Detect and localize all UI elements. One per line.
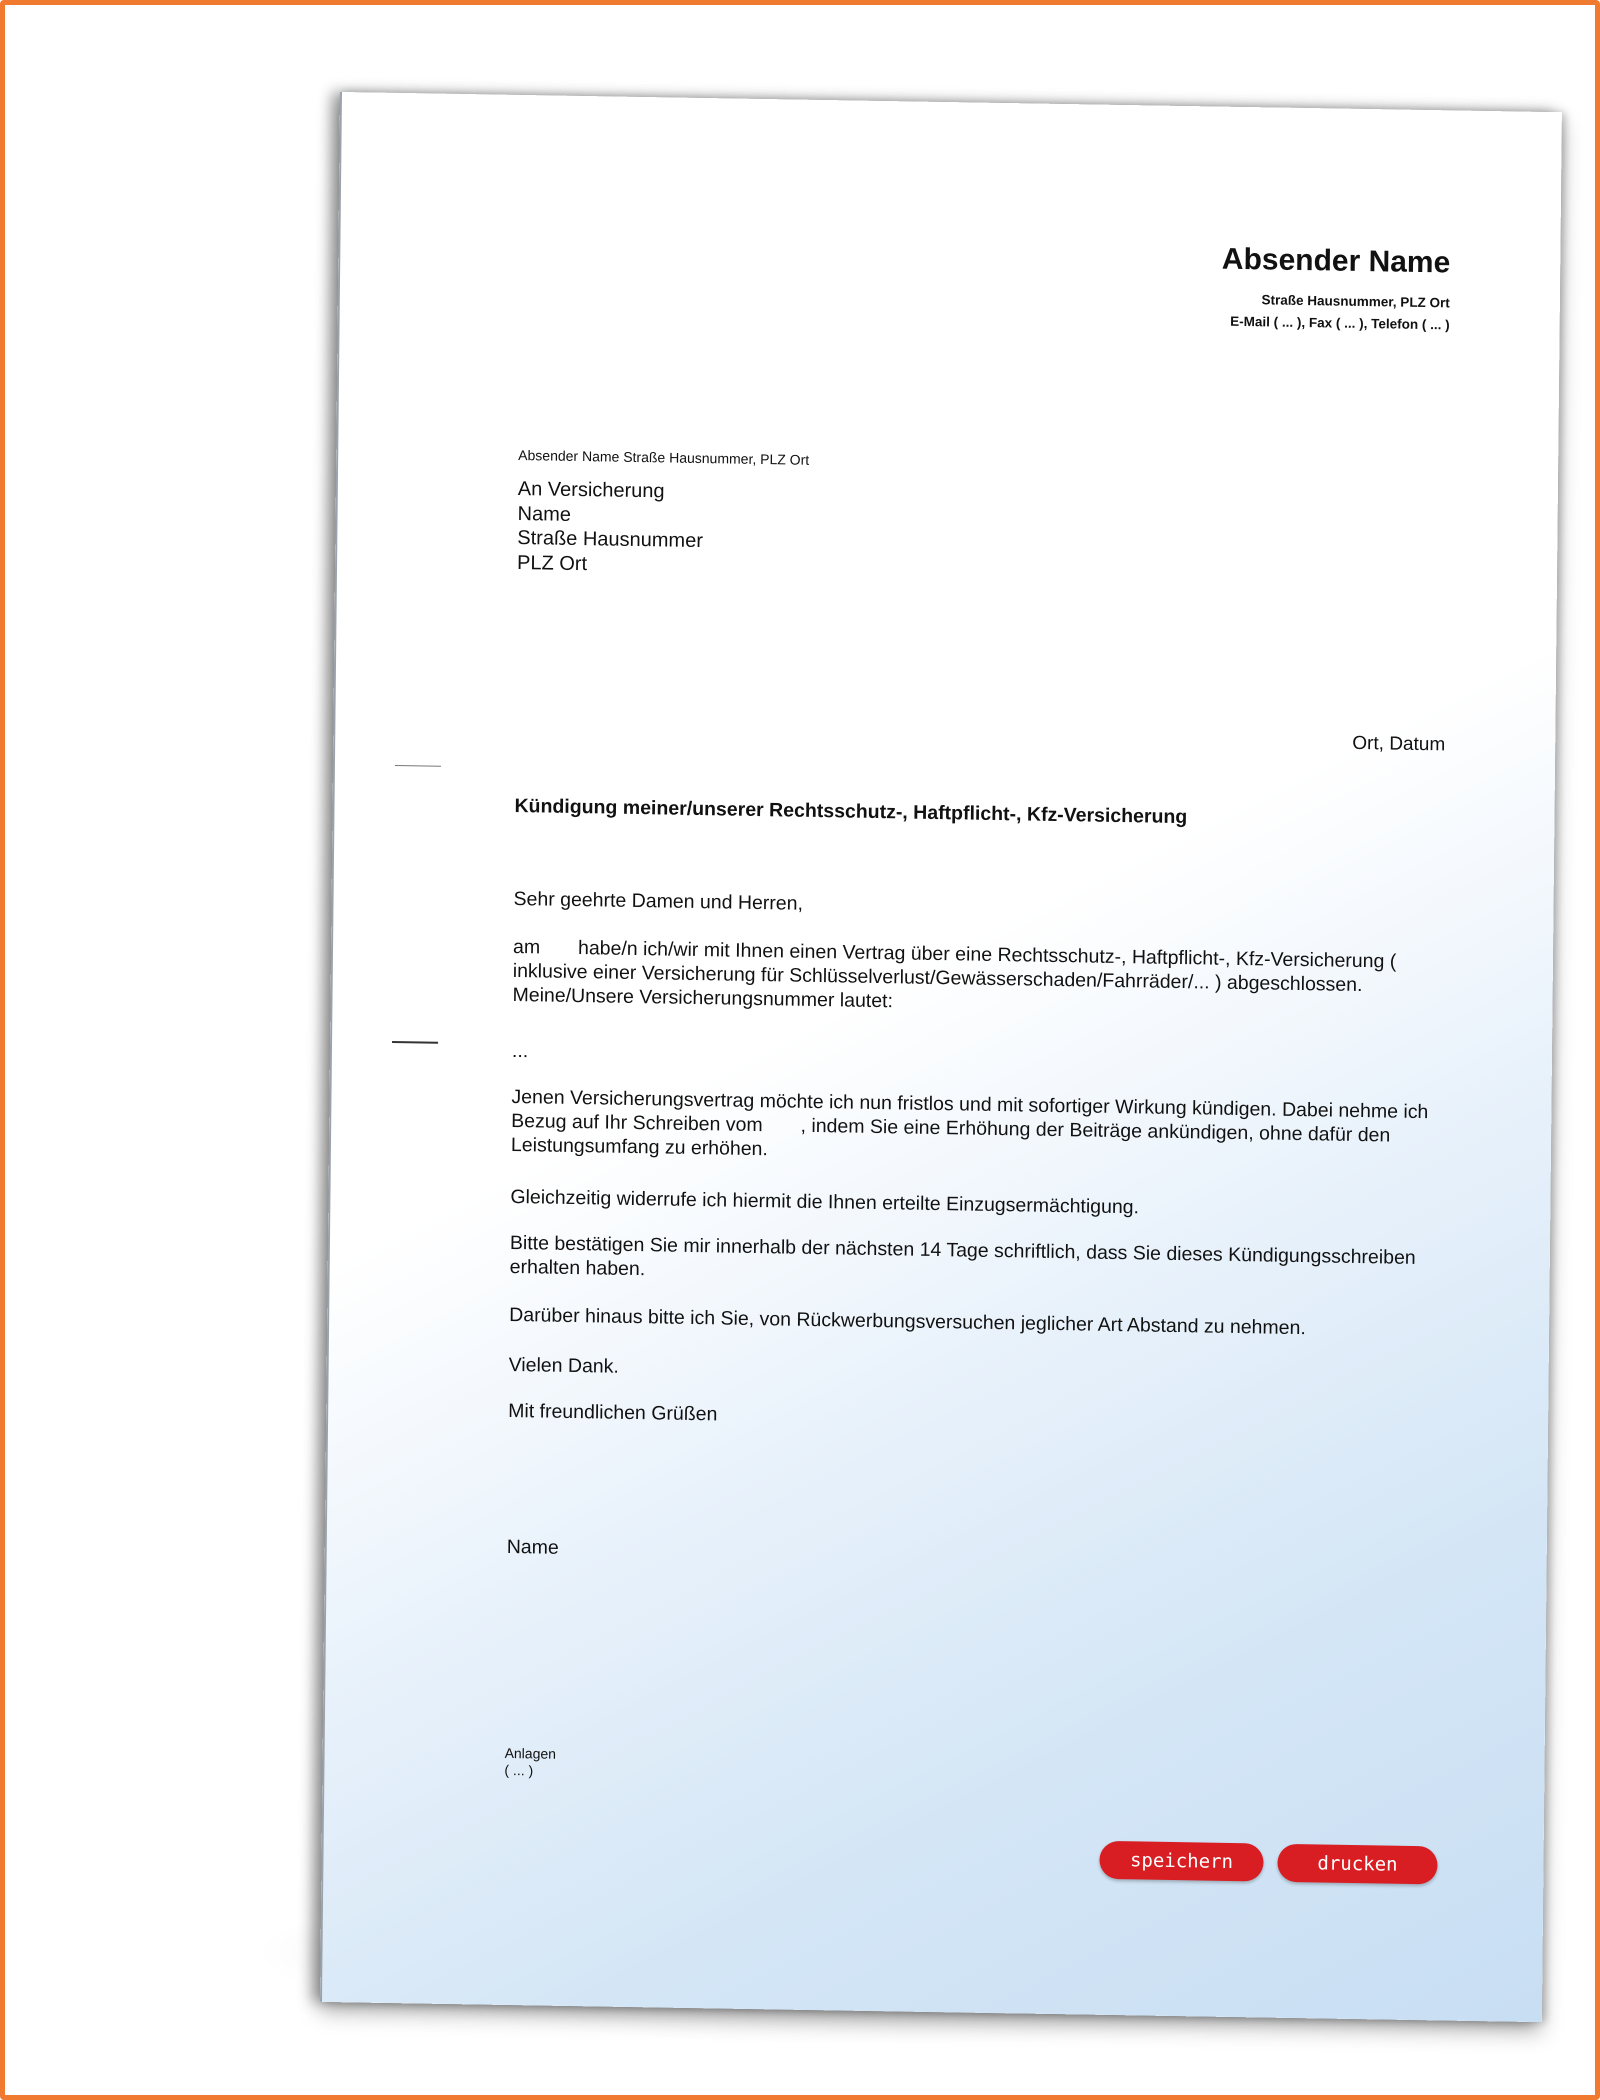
fold-mark-lower xyxy=(392,1041,438,1044)
thanks-line: Vielen Dank. xyxy=(508,1353,620,1378)
sender-name: Absender Name xyxy=(1221,242,1451,280)
return-address: Absender Name Straße Hausnummer, PLZ Ort xyxy=(518,446,810,468)
print-button[interactable]: drucken xyxy=(1277,1844,1437,1885)
attachments-value: ( ... ) xyxy=(504,1761,534,1779)
recipient-line-1: An Versicherung xyxy=(517,477,665,503)
recipient-line-3: Straße Hausnummer xyxy=(517,526,704,553)
attachments-block xyxy=(504,1745,556,1780)
attachments-label: Anlagen xyxy=(504,1744,557,1762)
fold-mark-upper xyxy=(395,765,441,767)
place-date: Ort, Datum xyxy=(1352,732,1446,756)
signature-name: Name xyxy=(506,1535,559,1559)
salutation: Sehr geehrte Damen und Herren, xyxy=(513,887,804,915)
letter-page xyxy=(320,92,1562,2022)
save-button[interactable]: speichern xyxy=(1099,1841,1263,1882)
recipient-address xyxy=(517,477,704,578)
paragraph-contract: am habe/n ich/wir mit Ihnen einen Vertrag über eine Rechtsschutz-, Haftpflicht-, Kfz-Versicherung ( inklusive einer Versicherung für Schlüsselverlust/Gewässerschaden/Fahrräder/... ) abgeschlossen. Meine/Unsere Versicherungsnummer lautet: xyxy=(512,935,1402,1013)
paragraph-confirmation: Bitte bestätigen Sie mir innerhalb der nächsten 14 Tage schriftlich, dass Sie dieses Kündigungsschreiben erhalten haben. xyxy=(509,1231,1416,1281)
paragraph-revocation: Gleichzeitig widerrufe ich hiermit die Ihnen erteilte Einzugsermächtigung. xyxy=(510,1185,1140,1219)
sender-block xyxy=(1221,243,1450,337)
recipient-line-4: PLZ Ort xyxy=(516,551,588,575)
closing-line: Mit freundlichen Grüßen xyxy=(508,1399,718,1426)
sender-address: Straße Hausnummer, PLZ Ort xyxy=(1261,292,1450,311)
paragraph-termination: Jenen Versicherungsvertrag möchte ich nun fristlos und mit sofortiger Wirkung kündigen. Dabei nehme ich Bezug auf Ihr Schreiben vom , indem Sie eine Erhöhung der Beiträge ankündigen, ohne dafür den Leistungsumfang zu erhöhen. xyxy=(510,1085,1434,1161)
sender-contact: E-Mail ( ... ), Fax ( ... ), Telefon ( ... ) xyxy=(1230,313,1450,333)
insurance-number: ... xyxy=(511,1039,529,1063)
subject-line: Kündigung meiner/unserer Rechtsschutz-, Haftpflicht-, Kfz-Versicherung xyxy=(514,794,1188,829)
paragraph-no-advertising: Darüber hinaus bitte ich Sie, von Rückwerbungsversuchen jeglicher Art Abstand zu nehmen. xyxy=(509,1303,1306,1340)
recipient-line-2: Name xyxy=(517,502,572,526)
